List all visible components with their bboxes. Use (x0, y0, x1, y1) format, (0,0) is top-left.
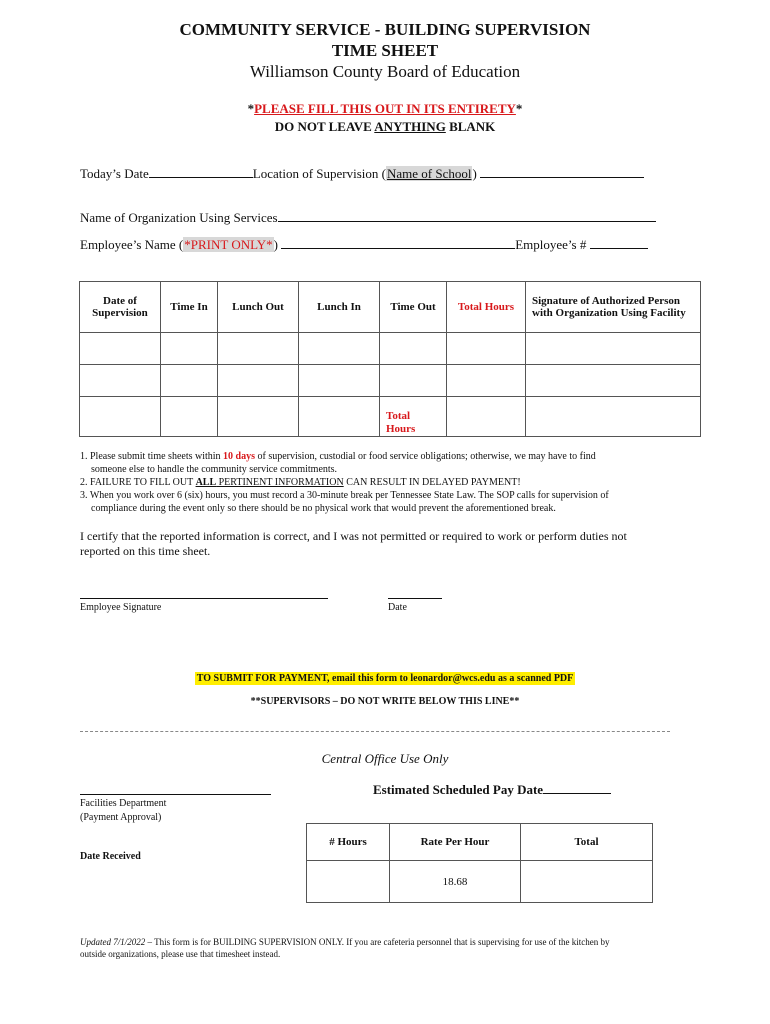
note-3-cont: compliance during the event only so there should be no physical work that would prevent the aforementioned break. (91, 503, 556, 514)
note-1-cont: someone else to handle the community service commitments. (91, 464, 338, 475)
central-office-heading: Central Office Use Only (321, 751, 449, 766)
submit-instructions (0, 668, 770, 686)
cell-signature[interactable] (526, 365, 701, 397)
note-1-a: 1. Please submit time sheets within (80, 451, 224, 462)
footer-text-2: outside organizations, please use that timesheet instead. (80, 949, 281, 959)
header-signature: Signature of Authorized Person with Organization Using Facility (526, 282, 701, 333)
header-lunch-in: Lunch In (299, 282, 380, 333)
dashed-divider (80, 731, 670, 732)
location-field[interactable] (480, 165, 644, 178)
cell-total-hours[interactable] (447, 333, 526, 365)
signature-date-line[interactable] (388, 598, 442, 599)
signature-date-label: Date (388, 602, 407, 613)
org-label: Name of Organization Using Services (80, 210, 278, 225)
header-time-out: Time Out (380, 282, 447, 333)
time-table-header-row (80, 282, 701, 333)
cell-lunch-in[interactable] (299, 397, 380, 437)
cell-signature[interactable] (526, 333, 701, 365)
cell-total[interactable] (521, 861, 653, 903)
footer-note (80, 936, 700, 960)
pay-date-label: Estimated Scheduled Pay Date (373, 782, 544, 797)
rate-table (306, 823, 653, 903)
fill-warning-text: PLEASE FILL THIS OUT IN ITS ENTIRETY (254, 101, 516, 116)
header-total: Total (521, 824, 653, 861)
employee-number-field[interactable] (590, 236, 648, 249)
note-3: 3. When you work over 6 (six) hours, you must record a 30-minute break per Tennessee State Law. The SOP calls for supervision of (80, 490, 609, 501)
cell-rate-value: 18.68 (390, 861, 521, 903)
total-label-line2: Hours (386, 423, 416, 435)
footer-text-1: – This form is for BUILDING SUPERVISION ONLY. If you are cafeteria personnel that is supervising for use of the kitchen by (145, 937, 610, 947)
employee-name-close: ) (273, 237, 278, 252)
cell-date[interactable] (80, 333, 161, 365)
form-subtitle: TIME SHEET (331, 41, 439, 60)
note-2-b: ALL (195, 477, 217, 488)
date-received-label: Date Received (80, 851, 141, 862)
cell-time-in[interactable] (161, 333, 218, 365)
supervisors-warning: **SUPERVISORS – DO NOT WRITE BELOW THIS LINE** (250, 696, 520, 707)
submit-text: TO SUBMIT FOR PAYMENT, email this form to leonardor@wcs.edu as a scanned PDF (196, 673, 574, 684)
cell-total-hours[interactable] (447, 365, 526, 397)
fill-warning-suffix: * (515, 101, 523, 116)
employee-number-label: Employee’s # (515, 237, 590, 252)
organization-name: Williamson County Board of Education (249, 62, 521, 81)
certify-line-1: I certify that the reported information is correct, and I was not permitted or required to work or perform duties not (80, 529, 627, 543)
header-hours: # Hours (307, 824, 390, 861)
todays-date-field[interactable] (149, 165, 253, 178)
location-label: Location of Supervision ( (252, 166, 386, 181)
org-row (80, 209, 656, 226)
note-2-a: 2. FAILURE TO FILL OUT (80, 477, 196, 488)
rate-table-row (307, 861, 653, 903)
table-row (80, 333, 701, 365)
time-table (79, 281, 701, 437)
fill-warning-prefix: * (247, 101, 255, 116)
header-time-in: Time In (161, 282, 218, 333)
todays-date-label: Today’s Date (80, 166, 149, 181)
cell-time-out[interactable] (380, 333, 447, 365)
school-label: Name of School (387, 166, 472, 181)
location-close: ) (472, 166, 477, 181)
employee-row (80, 236, 648, 253)
header-total-hours: Total Hours (447, 282, 526, 333)
note-1-b: 10 days (223, 451, 255, 462)
date-location-row (80, 165, 644, 182)
employee-signature-line[interactable] (80, 598, 328, 599)
cell-time-out[interactable] (380, 365, 447, 397)
cell-signature[interactable] (526, 397, 701, 437)
total-label-line1: Total (386, 410, 411, 422)
certify-line-2: reported on this time sheet. (80, 544, 211, 558)
table-row (80, 365, 701, 397)
cell-hours[interactable] (307, 861, 390, 903)
form-title: COMMUNITY SERVICE - BUILDING SUPERVISION (179, 20, 591, 39)
cell-time-in[interactable] (161, 397, 218, 437)
cell-time-in[interactable] (161, 365, 218, 397)
cell-date[interactable] (80, 365, 161, 397)
cell-date[interactable] (80, 397, 161, 437)
print-only-label: *PRINT ONLY* (184, 237, 273, 252)
cell-lunch-in[interactable] (299, 333, 380, 365)
cell-lunch-in[interactable] (299, 365, 380, 397)
facilities-label (80, 797, 166, 825)
note-1-c: of supervision, custodial or food service obligations; otherwise, we may have to find (255, 451, 596, 462)
note-2-c: PERTINENT INFORMATION (216, 477, 344, 488)
facilities-department: Facilities Department (80, 798, 167, 809)
updated-date: Updated 7/1/2022 (80, 937, 146, 947)
pay-date-field[interactable] (543, 780, 611, 794)
employee-signature-label: Employee Signature (80, 602, 162, 613)
certify-statement (80, 529, 700, 559)
header-rate-per-hour: Rate Per Hour (390, 824, 521, 861)
note-2-d: CAN RESULT IN DELAYED PAYMENT! (343, 477, 521, 488)
rate-table-header-row (307, 824, 653, 861)
notes (80, 450, 700, 515)
pay-date-row (373, 780, 611, 798)
facilities-signature-line[interactable] (80, 794, 271, 795)
blank-warning-a: DO NOT LEAVE (274, 119, 375, 134)
org-field[interactable] (278, 209, 656, 222)
blank-warning-c: BLANK (445, 119, 496, 134)
table-row (80, 397, 701, 437)
cell-lunch-out[interactable] (218, 397, 299, 437)
employee-name-field[interactable] (281, 236, 515, 249)
employee-name-label: Employee’s Name ( (80, 237, 184, 252)
blank-warning-b: ANYTHING (374, 119, 446, 134)
total-hours-label (380, 397, 447, 437)
header-lunch-out: Lunch Out (218, 282, 299, 333)
blank-warning (0, 119, 770, 135)
cell-grand-total[interactable] (447, 397, 526, 437)
note-2 (80, 476, 700, 489)
header-date-of-supervision: Date of Supervision (80, 282, 161, 333)
payment-approval: (Payment Approval) (80, 812, 162, 823)
cell-lunch-out[interactable] (218, 365, 299, 397)
note-1 (80, 450, 700, 463)
fill-warning (0, 101, 770, 117)
cell-lunch-out[interactable] (218, 333, 299, 365)
